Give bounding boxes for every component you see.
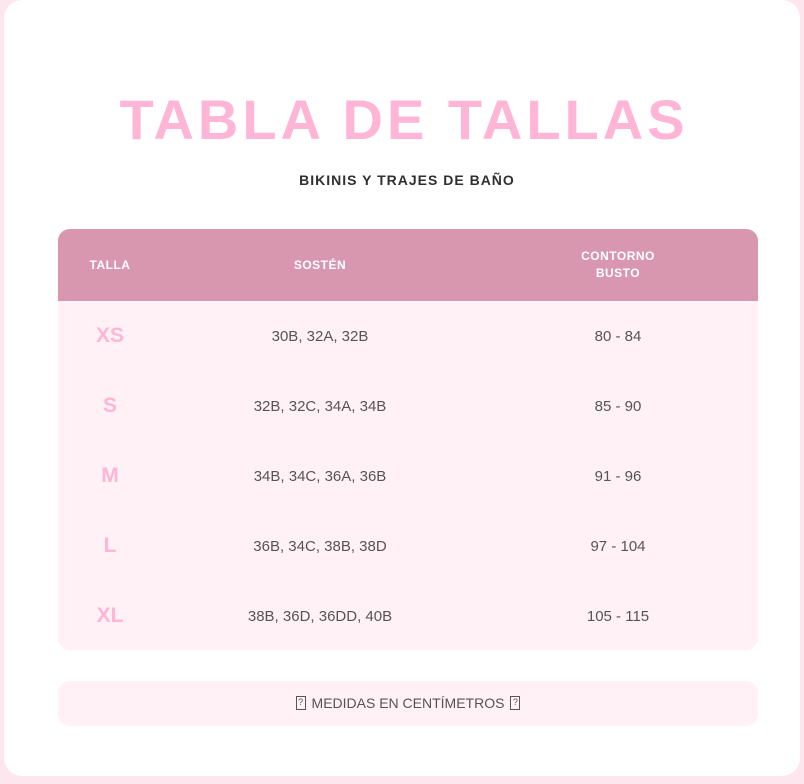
header-bra: SOSTÉN — [293, 257, 347, 272]
header-bust-label: CONTORNO BUSTO — [581, 249, 655, 280]
table-row — [58, 581, 758, 650]
table-header — [58, 229, 758, 301]
bra-cell: 36B, 34C, 38B, 38D — [253, 537, 387, 555]
size-chart-card — [4, 0, 800, 776]
bra-cell: 38B, 36D, 36DD, 40B — [247, 607, 393, 625]
size-table — [58, 229, 758, 650]
header-size: TALLA — [89, 257, 131, 272]
measurement-note — [58, 681, 758, 726]
size-table-container — [58, 229, 758, 650]
table-row — [58, 371, 758, 441]
table-row — [58, 441, 758, 511]
bust-cell: 97 - 104 — [590, 537, 646, 555]
bra-cell: 34B, 34C, 36A, 36B — [253, 467, 387, 485]
table-row — [58, 301, 758, 371]
size-cell: XS — [95, 324, 124, 347]
page-title: TABLA DE TALLAS — [119, 88, 689, 151]
size-cell: XL — [96, 604, 124, 627]
size-cell: S — [102, 394, 117, 417]
missing-glyph-icon — [510, 696, 520, 710]
table-header-row — [58, 229, 758, 301]
bust-cell: 80 - 84 — [594, 327, 642, 345]
size-cell: L — [103, 534, 117, 557]
header-bust — [478, 229, 758, 301]
bust-cell: 91 - 96 — [594, 467, 642, 485]
table-row — [58, 511, 758, 581]
missing-glyph-icon — [296, 696, 306, 710]
page-subtitle: BIKINIS Y TRAJES DE BAÑO — [299, 172, 515, 188]
bra-cell: 30B, 32A, 32B — [271, 327, 369, 345]
size-cell: M — [101, 464, 119, 487]
measurement-note-text: MEDIDAS EN CENTÍMETROS — [311, 695, 505, 711]
bra-cell: 32B, 32C, 34A, 34B — [253, 397, 387, 415]
bust-cell: 85 - 90 — [594, 397, 642, 415]
table-body — [58, 301, 758, 650]
bust-cell: 105 - 115 — [586, 607, 650, 625]
